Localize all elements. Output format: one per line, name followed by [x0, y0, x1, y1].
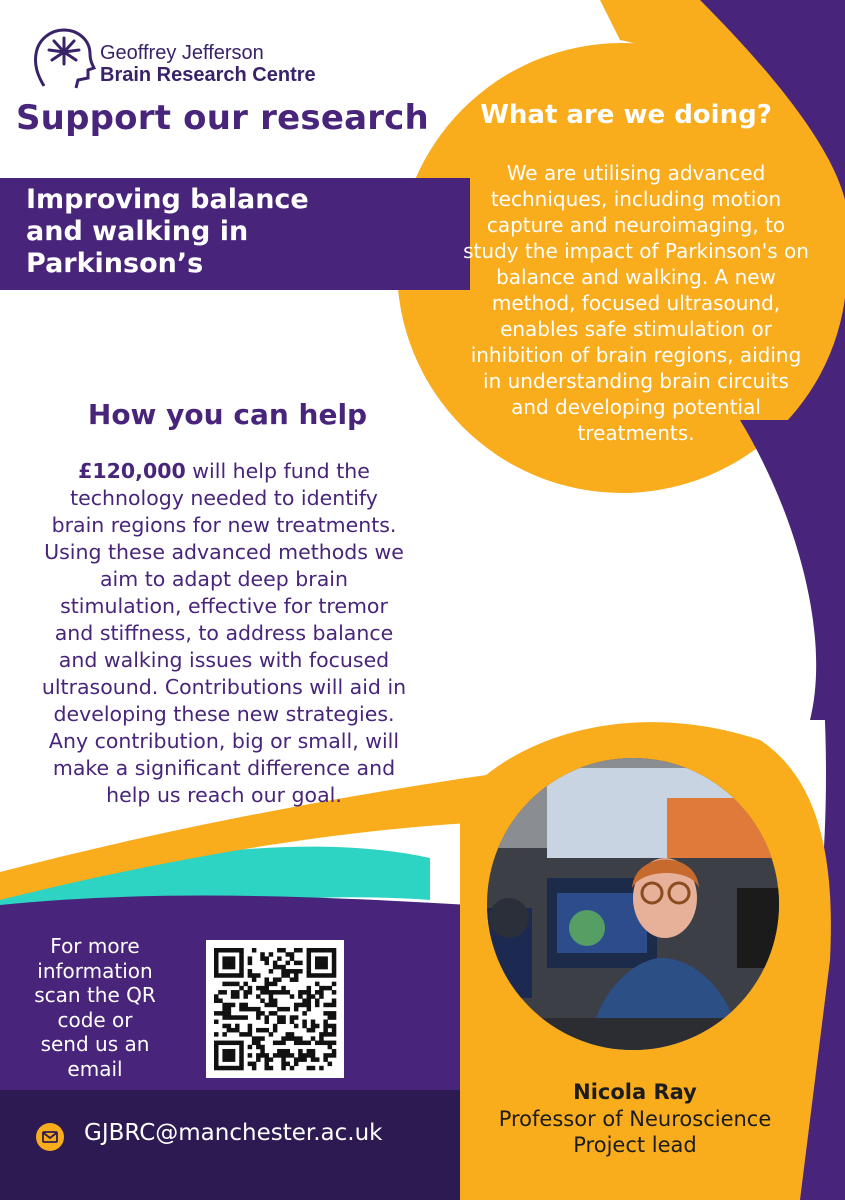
subtitle-line-1: Improving balance	[26, 184, 309, 215]
person-position: Project lead	[573, 1133, 697, 1157]
funding-amount: £120,000	[78, 459, 186, 483]
subtitle-line-3: Parkinson’s	[26, 248, 204, 279]
more-info-line: code or	[57, 1007, 133, 1032]
doing-line: inhibition of brain regions, aiding	[470, 343, 802, 367]
doing-line: enables safe stimulation or	[500, 317, 772, 341]
help-line: brain regions for new treatments.	[51, 513, 397, 537]
doing-heading: What are we doing?	[480, 100, 772, 130]
doing-body	[426, 160, 845, 446]
logo-line-1: Geoffrey Jefferson	[100, 42, 264, 64]
professor-photo	[487, 758, 779, 1050]
logo-line-2: Brain Research Centre	[100, 64, 316, 86]
more-info-line: email	[67, 1056, 123, 1081]
doing-line: and developing potential	[511, 395, 761, 419]
doing-line: treatments.	[577, 421, 695, 445]
more-info-line: send us an	[40, 1032, 150, 1056]
project-subtitle	[26, 184, 309, 280]
help-line-1-rest: will help fund the	[185, 459, 370, 483]
help-line: make a significant difference and	[52, 756, 396, 780]
help-line	[8, 458, 440, 485]
help-line: and walking issues with focused	[58, 648, 390, 672]
person-title: Professor of Neuroscience	[498, 1107, 772, 1131]
brain-head-logo-icon	[30, 26, 96, 92]
help-line: Using these advanced methods we	[44, 540, 404, 564]
help-line: aim to adapt deep brain	[99, 567, 348, 591]
doing-line: capture and neuroimaging, to	[486, 213, 786, 237]
photo-illustration	[487, 758, 779, 1050]
person-name: Nicola Ray	[573, 1080, 697, 1104]
email-icon	[36, 1123, 64, 1151]
help-line: technology needed to identify	[70, 486, 378, 510]
contact-email-link[interactable]: GJBRC@manchester.ac.uk	[84, 1120, 383, 1146]
doing-line: in understanding brain circuits	[483, 369, 789, 393]
doing-line: techniques, including motion	[490, 187, 782, 211]
help-line: and stiffness, to address balance	[54, 621, 394, 645]
help-heading: How you can help	[87, 398, 368, 431]
more-info-line: information	[37, 958, 153, 983]
more-info-line: scan the QR	[34, 983, 156, 1007]
person-role	[470, 1106, 800, 1158]
doing-line: study the impact of Parkinson's on	[463, 239, 809, 263]
qr-code-graphic	[206, 940, 344, 1078]
help-line: ultrasound. Contributions will aid in	[41, 675, 407, 699]
qr-code-icon[interactable]	[206, 940, 344, 1078]
doing-line: method, focused ultrasound,	[491, 291, 781, 315]
help-line: Any contribution, big or small, will	[48, 729, 400, 753]
help-line: stimulation, effective for tremor	[60, 594, 388, 618]
subtitle-line-2: and walking in	[26, 216, 249, 247]
logo-text	[100, 42, 316, 86]
more-info-line: For more	[50, 934, 140, 958]
help-line: help us reach our goal.	[106, 783, 342, 807]
doing-line: We are utilising advanced	[506, 161, 766, 185]
help-body	[8, 458, 440, 809]
more-info-text	[20, 934, 170, 1081]
page-title: Support our research	[16, 98, 429, 138]
help-line: developing these new strategies.	[53, 702, 395, 726]
doing-line: balance and walking. A new	[496, 265, 776, 289]
